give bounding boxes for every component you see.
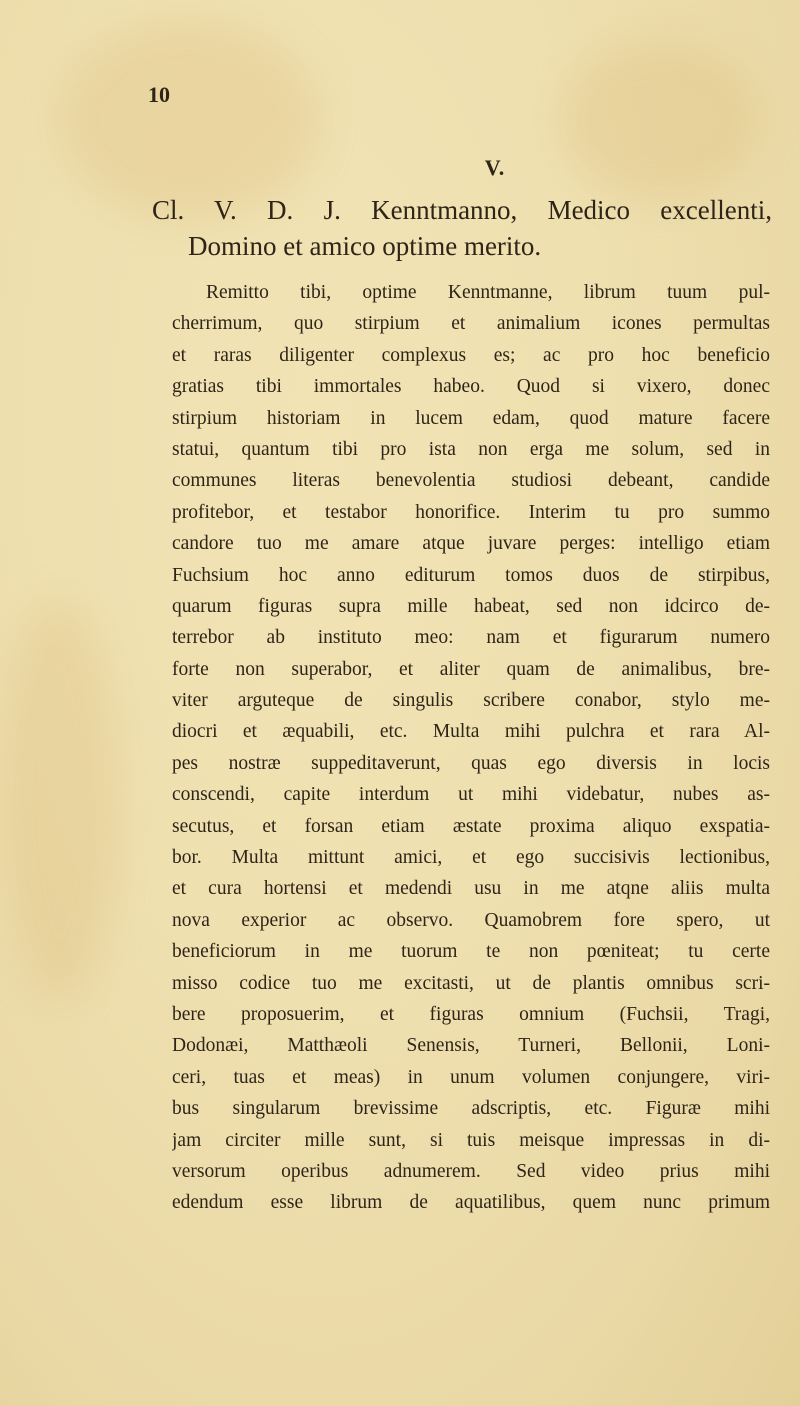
text-line: stirpium historiam in lucem edam, quod mature facere — [172, 407, 770, 429]
section-number: V. — [484, 155, 506, 180]
text-line: gratias tibi immortales habeo. Quod si vixero, donec — [172, 376, 770, 398]
text-line: nova experior ac observo. Quamobrem fore spero, ut — [172, 909, 770, 931]
paper-stain — [0, 600, 120, 1000]
text-line: secutus, et forsan etiam æstate proxima aliquo exspatia- — [172, 815, 770, 837]
text-line: et cura hortensi et medendi usu in me atqne aliis multa — [172, 878, 770, 900]
text-line: bere proposuerim, et figuras omnium (Fuchsii, Tragi, — [172, 1003, 770, 1025]
text-line: ceri, tuas et meas) in unum volumen conjungere, viri- — [172, 1066, 770, 1088]
text-line: bus singularum brevissime adscriptis, etc. Figuræ mihi — [172, 1098, 770, 1120]
page-number: 10 — [148, 82, 170, 107]
text-line: pes nostræ suppeditaverunt, quas ego diversis in locis — [172, 752, 770, 774]
text-line: forte non superabor, et aliter quam de animalibus, bre- — [172, 658, 770, 680]
letter-body — [172, 277, 770, 1219]
text-line: misso codice tuo me excitasti, ut de plantis omnibus scri- — [172, 972, 770, 994]
text-line: statui, quantum tibi pro ista non erga me solum, sed in — [172, 438, 770, 460]
text-line: Fuchsium hoc anno editurum tomos duos de stirpibus, — [172, 564, 770, 586]
text-line: profitebor, et testabor honorifice. Interim tu pro summo — [172, 501, 770, 523]
text-line: jam circiter mille sunt, si tuis meisque impressas in di- — [172, 1129, 770, 1151]
text-line: edendum esse librum de aquatilibus, quem nunc primum — [172, 1192, 770, 1214]
text-line: Remitto tibi, optime Kenntmanne, librum tuum pul- — [206, 282, 770, 303]
letter-heading-line-2: Domino et amico optime merito. — [188, 231, 542, 261]
text-line: viter arguteque de singulis scribere conabor, stylo me- — [172, 690, 770, 712]
text-line: terrebor ab instituto meo: nam et figurarum numero — [172, 627, 770, 649]
letter-heading-line-1: Cl. V. D. J. Kenntmanno, Medico excellenti, — [152, 195, 772, 225]
text-line: beneficiorum in me tuorum te non pœniteat; tu certe — [172, 941, 770, 963]
text-line: communes literas benevolentia studiosi debeant, candide — [172, 470, 770, 492]
text-line: bor. Multa mittunt amici, et ego succisivis lectionibus, — [172, 847, 770, 869]
text-line: conscendi, capite interdum ut mihi videbatur, nubes as- — [172, 784, 770, 806]
paper-stain — [60, 20, 320, 220]
text-line: quarum figuras supra mille habeat, sed non idcirco de- — [172, 595, 770, 617]
text-line: cherrimum, quo stirpium et animalium icones permultas — [172, 313, 770, 335]
text-line: versorum operibus adnumerem. Sed video prius mihi — [172, 1160, 770, 1182]
text-line: diocri et æquabili, etc. Multa mihi pulchra et rara Al- — [172, 721, 770, 743]
text-line: et raras diligenter complexus es; ac pro hoc beneficio — [172, 344, 770, 366]
text-line: candore tuo me amare atque juvare perges: intelligo etiam — [172, 533, 770, 555]
text-line: Dodonæi, Matthæoli Senensis, Turneri, Bellonii, Loni- — [172, 1035, 770, 1057]
